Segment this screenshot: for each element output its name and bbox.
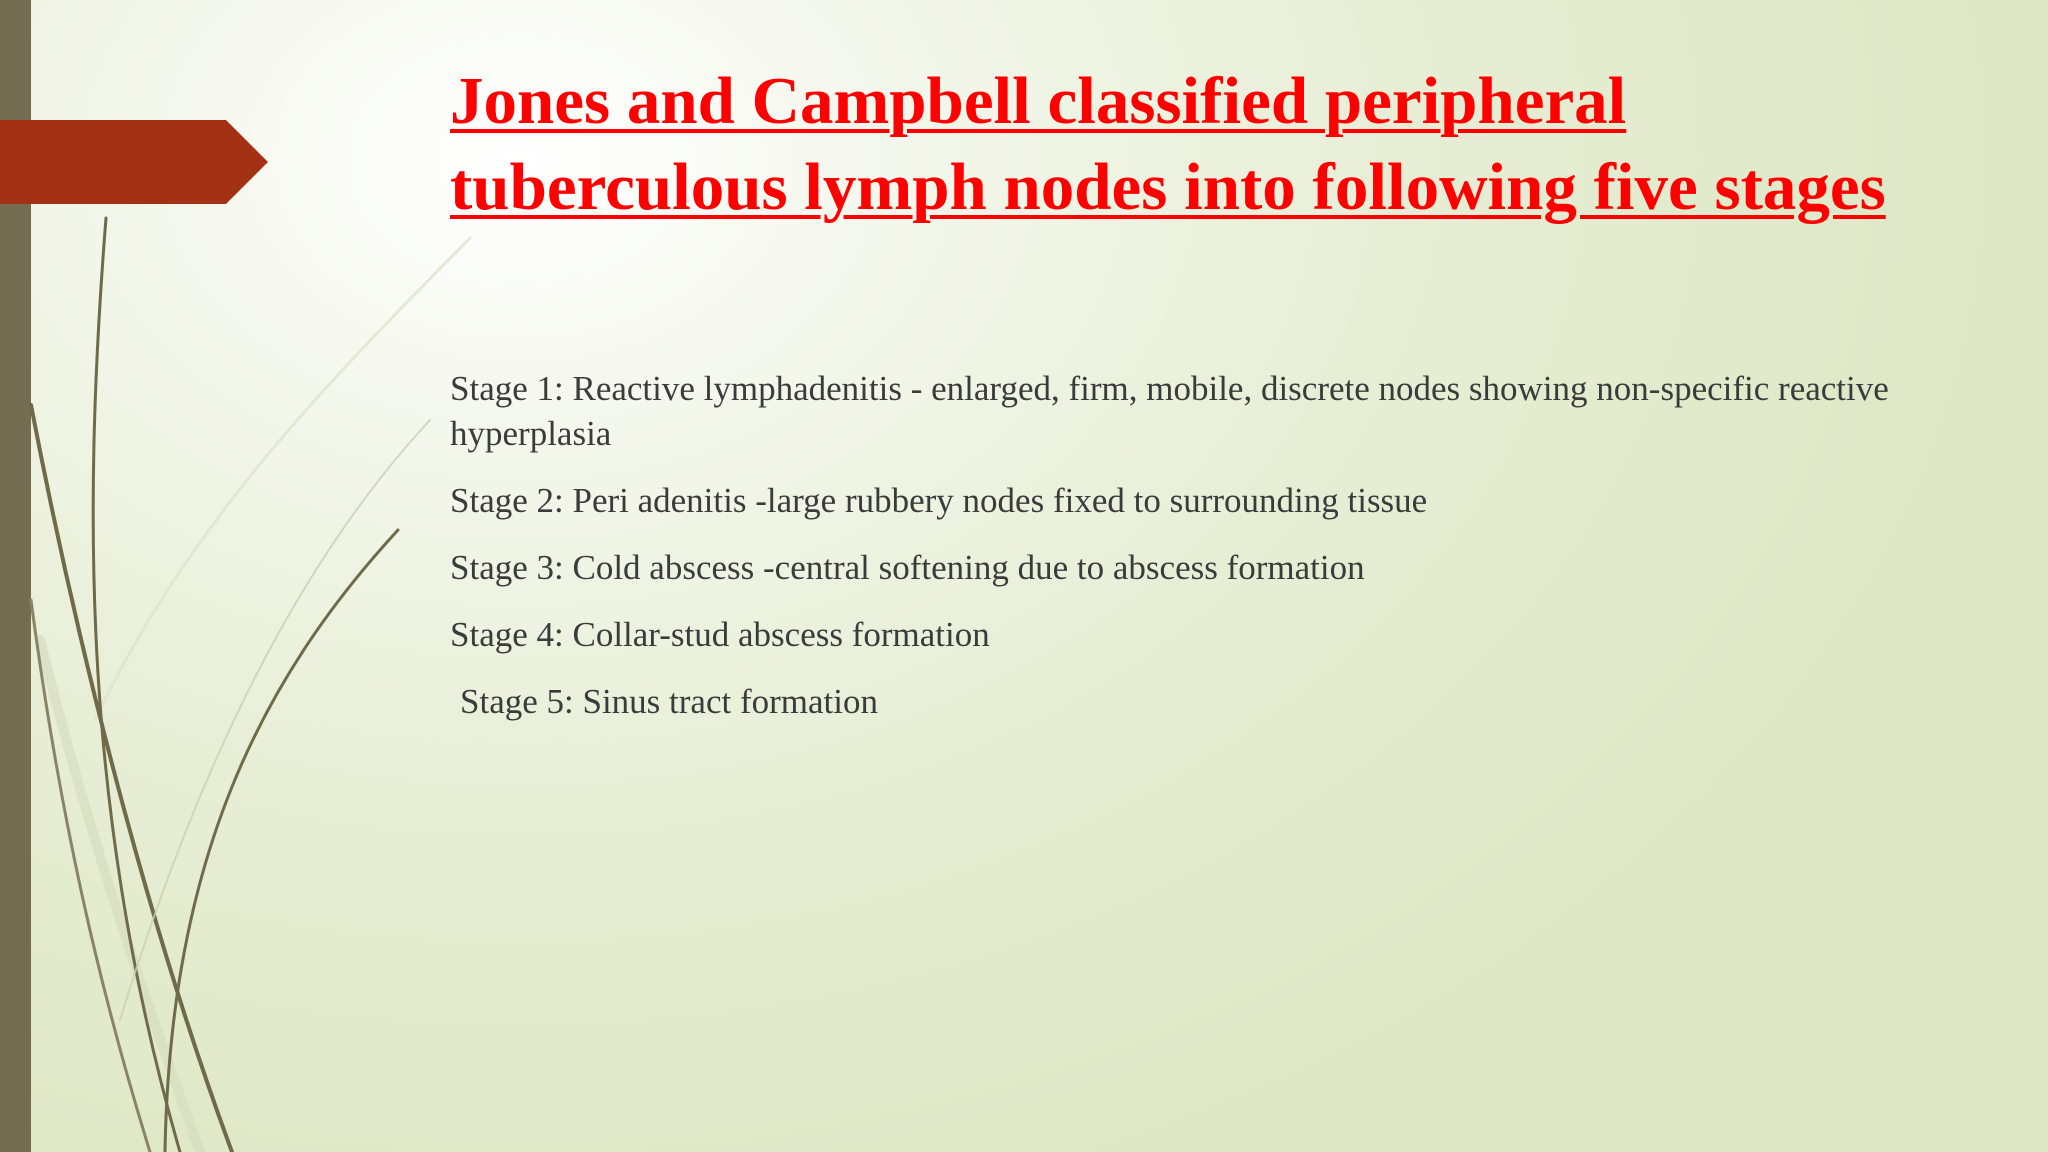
stage-list xyxy=(450,366,1930,746)
list-item: Stage 1: Reactive lymphadenitis - enlarged, firm, mobile, discrete nodes showing non-specific reactive hyperplasia xyxy=(450,369,1889,453)
list-item: Stage 4: Collar-stud abscess formation xyxy=(450,615,990,654)
arrow-tab-decoration xyxy=(0,120,268,204)
list-item: Stage 3: Cold abscess -central softening due to abscess formation xyxy=(450,548,1365,587)
list-item: Stage 5: Sinus tract formation xyxy=(460,682,878,721)
list-item: Stage 2: Peri adenitis -large rubbery nodes fixed to surrounding tissue xyxy=(450,481,1428,520)
slide-title: Jones and Campbell classified peripheral tuberculous lymph nodes into following five stages xyxy=(450,64,1886,224)
